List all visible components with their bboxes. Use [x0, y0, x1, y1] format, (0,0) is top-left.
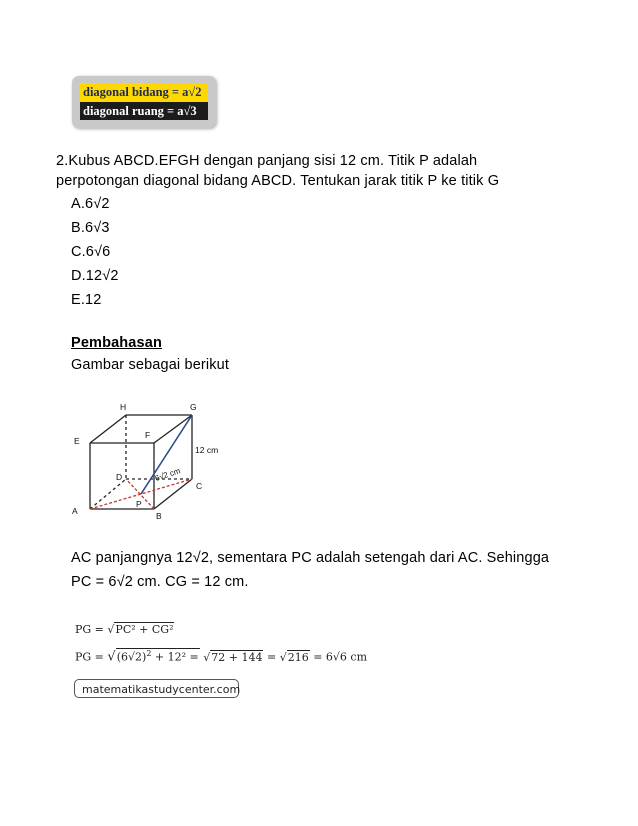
label-P: P	[136, 499, 142, 509]
face-diagonal-formula: diagonal bidang = a√2	[80, 83, 208, 101]
cube-figure	[60, 395, 260, 525]
formula-box	[72, 76, 216, 128]
label-H: H	[120, 402, 127, 412]
label-diagonal-length: 6√2 cm	[153, 466, 182, 483]
equation-1	[75, 622, 174, 636]
edge-AD	[90, 479, 126, 509]
eq2-result: = 6√6 cm	[313, 650, 368, 664]
option-b: B.6√3	[71, 220, 110, 236]
label-F: F	[145, 430, 151, 440]
eq2-lhs: PG =	[75, 650, 104, 664]
option-c: C.6√6	[71, 244, 111, 260]
edge-EH	[90, 415, 126, 443]
eq1-lhs: PG =	[75, 623, 104, 636]
eq2-radicand-3: 216	[287, 650, 309, 664]
segment-PG	[141, 415, 192, 494]
discussion-intro: Gambar sebagai berikut	[71, 357, 230, 373]
option-e: E.12	[71, 292, 102, 308]
label-B: B	[156, 511, 162, 521]
eq2-inner: 6√2	[121, 650, 143, 664]
discussion-heading: Pembahasan	[71, 335, 162, 351]
space-diagonal-formula: diagonal ruang = a√3	[80, 102, 208, 120]
label-G: G	[190, 402, 197, 412]
label-D: D	[116, 472, 123, 482]
label-C: C	[196, 481, 203, 491]
edge-FG	[154, 415, 192, 443]
eq1-radicand: PC² + CG²	[115, 623, 174, 636]
sqrt-symbol: √72 + 144	[203, 650, 263, 664]
edge-BC	[154, 479, 192, 509]
label-E: E	[74, 436, 80, 446]
option-d: D.12√2	[71, 268, 119, 284]
question-line-1: 2.Kubus ABCD.EFGH dengan panjang sisi 12 cm. Titik P adalah	[56, 153, 478, 169]
discussion-paragraph-line-1: AC panjangnya 12√2, sementara PC adalah setengah dari AC. Sehingga	[71, 550, 550, 566]
eq2-radicand-2: 72 + 144	[211, 650, 263, 664]
sqrt-symbol: $√(6√2)^2 + 12^2$ =	[107, 649, 199, 665]
label-side-length: 12 cm	[195, 445, 219, 455]
sqrt-symbol: √216	[279, 650, 309, 664]
watermark-box: matematikastudycenter.com	[74, 679, 239, 698]
option-a: A.6√2	[71, 196, 110, 212]
discussion-paragraph-line-2: PC = 6√2 cm. CG = 12 cm.	[71, 574, 249, 590]
question-line-2: perpotongan diagonal bidang ABCD. Tentukan jarak titik P ke titik G	[56, 173, 500, 189]
equation-2	[75, 648, 367, 665]
eq2-equals: =	[266, 650, 277, 664]
sqrt-symbol: √PC² + CG²	[107, 623, 174, 636]
eq2-rest: + 12² =	[154, 650, 199, 664]
label-A: A	[72, 506, 78, 516]
